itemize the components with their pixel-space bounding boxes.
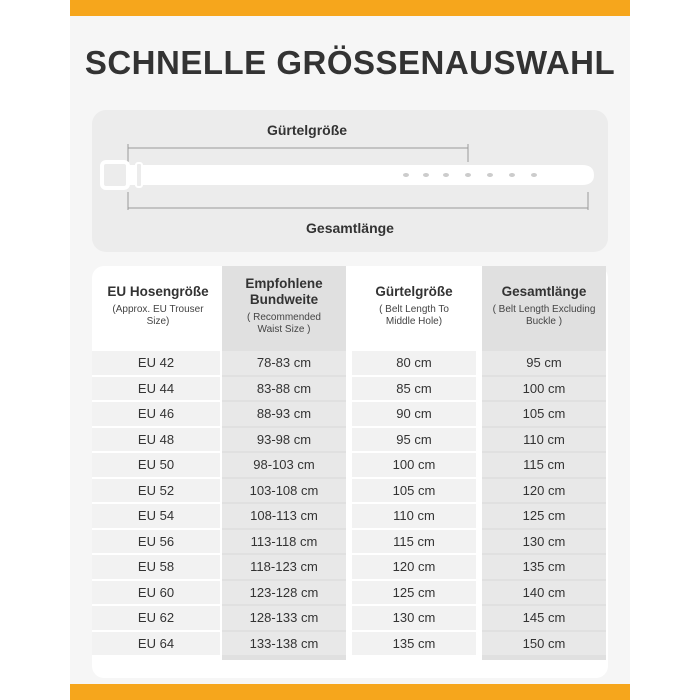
table-row (92, 529, 608, 555)
table-row (92, 631, 608, 657)
table-cell: EU 48 (137, 431, 175, 447)
table-cell: 78-83 cm (256, 355, 312, 370)
table-cell: EU 42 (137, 355, 175, 370)
table-cell: 100 cm (392, 457, 436, 472)
table-cell: 110 cm (523, 431, 565, 447)
table-cell: 133-138 cm (249, 635, 319, 651)
table-cell: EU 62 (137, 610, 175, 625)
size-chart-page (70, 0, 630, 700)
header-eu-size: EU Hosengröße (Approx. EU Trouser Size) (107, 284, 209, 327)
table-cell: 150 cm (522, 635, 566, 651)
table-cell: EU 58 (137, 559, 175, 574)
table-cell: 140 cm (522, 584, 566, 600)
table-body (92, 350, 608, 656)
table-cell: 130 cm (522, 533, 566, 549)
table-cell: EU 46 (137, 406, 175, 421)
table-row (92, 605, 608, 631)
table-row (92, 503, 608, 529)
table-cell: EU 52 (137, 482, 175, 498)
total-length-label: Gesamtlänge (306, 220, 394, 236)
table-cell: 88-93 cm (256, 406, 312, 421)
table-row (92, 427, 608, 453)
table-cell: 105 cm (392, 482, 436, 498)
table-row (92, 580, 608, 606)
table-cell: 105 cm (522, 406, 566, 421)
table-cell: 85 cm (396, 380, 432, 396)
table-cell: EU 60 (137, 584, 175, 600)
header-waist: Empfohlene Bundweite ( Recommended Waist Size ) (245, 276, 323, 335)
table-cell: 123-128 cm (249, 584, 319, 600)
table-cell: 118-123 cm (250, 559, 318, 574)
table-cell: 120 cm (522, 482, 566, 498)
table-cell: 115 cm (523, 457, 565, 472)
belt-size-label: Gürtelgröße (266, 122, 348, 138)
table-cell: 125 cm (522, 508, 566, 523)
table-cell: 103-108 cm (249, 482, 319, 498)
table-cell: 125 cm (392, 584, 436, 600)
table-row (92, 376, 608, 402)
page-title: SCHNELLE GRÖSSENAUSWAHL (84, 44, 616, 81)
table-cell: 95 cm (526, 355, 562, 370)
table-row (92, 478, 608, 504)
table-cell: EU 50 (137, 457, 175, 472)
table-row (92, 554, 608, 580)
table-cell: 128-133 cm (249, 610, 319, 625)
buckle-bar (126, 165, 166, 185)
table-cell: 120 cm (392, 559, 436, 574)
table-cell: 115 cm (393, 533, 435, 549)
table-cell: 113-118 cm (250, 533, 318, 549)
table-cell: EU 64 (137, 635, 175, 651)
header-total-length: Gesamtlänge ( Belt Length Excluding Buckle ) (492, 284, 596, 327)
belt-strap (164, 165, 594, 185)
buckle-frame (102, 162, 128, 188)
table-cell: 108-113 cm (250, 508, 318, 523)
table-cell: 98-103 cm (253, 457, 315, 472)
belt-diagram (92, 110, 608, 252)
top-accent-bar (70, 0, 630, 16)
table-cell: 95 cm (396, 431, 432, 447)
header-belt-size: Gürtelgröße ( Belt Length To Middle Hole) (375, 284, 453, 327)
size-table (92, 266, 608, 678)
table-cell: 80 cm (396, 355, 432, 370)
table-cell: 130 cm (392, 610, 436, 625)
table-cell: 90 cm (396, 406, 432, 421)
table-cell: 100 cm (522, 380, 566, 396)
table-row (92, 401, 608, 427)
table-cell: 135 cm (522, 559, 566, 574)
table-cell: EU 54 (137, 508, 175, 523)
table-row (92, 452, 608, 478)
table-row (92, 350, 608, 376)
table-cell: 135 cm (392, 635, 436, 651)
table-cell: EU 44 (137, 380, 175, 396)
table-cell: 145 cm (522, 610, 566, 625)
table-cell: 83-88 cm (256, 380, 312, 396)
table-cell: 110 cm (393, 508, 435, 523)
table-cell: 93-98 cm (256, 431, 312, 447)
bottom-accent-bar (70, 684, 630, 700)
table-cell: EU 56 (137, 533, 175, 549)
